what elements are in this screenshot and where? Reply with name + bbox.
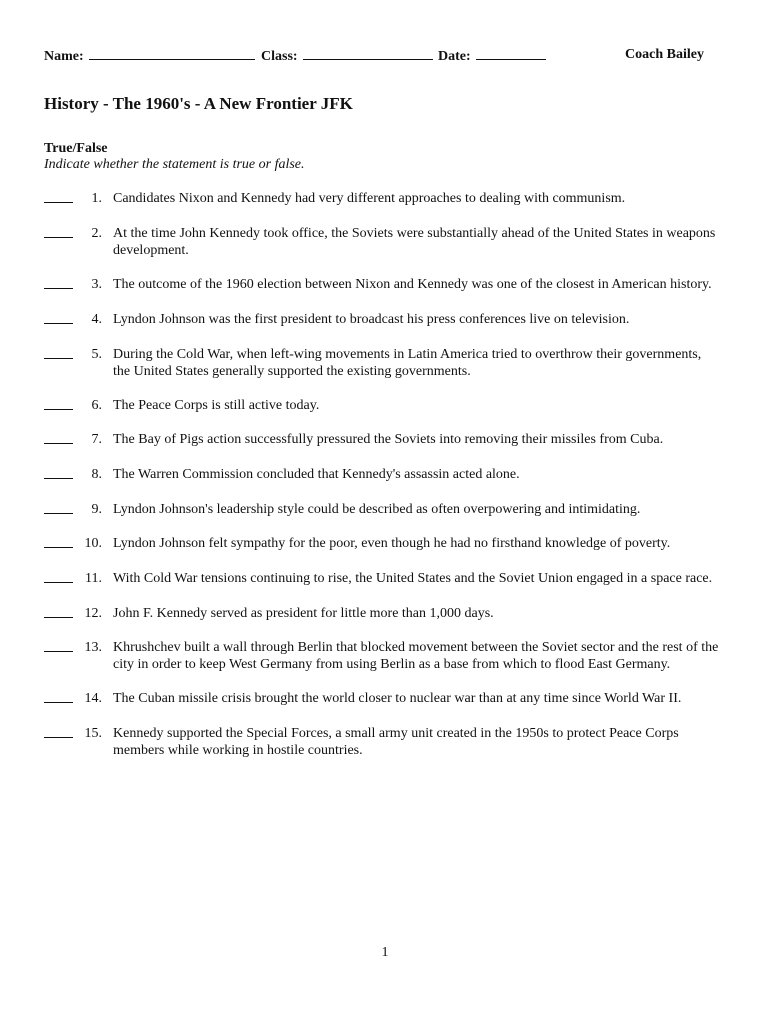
question-number: 12. <box>84 606 102 621</box>
teacher-name: Coach Bailey <box>625 47 704 62</box>
question-text: The Warren Commission concluded that Kennedy's assassin acted alone. <box>113 467 520 482</box>
question-number: 14. <box>84 691 102 706</box>
question-text: John F. Kennedy served as president for little more than 1,000 days. <box>113 606 494 621</box>
question-text: With Cold War tensions continuing to rise, the United States and the Soviet Union engaged in a space race. <box>113 571 713 586</box>
date-field <box>438 47 546 65</box>
name-blank[interactable] <box>89 47 255 60</box>
question-number: 13. <box>84 640 102 655</box>
section-title: True/False <box>44 141 108 156</box>
date-label: Date: <box>438 49 471 64</box>
class-blank[interactable] <box>303 47 433 60</box>
question-text: At the time John Kennedy took office, the Soviets were substantially ahead of the United States in weapons development. <box>113 226 716 258</box>
question-text: Kennedy supported the Special Forces, a small army unit created in the 1950s to protect Peace Corps members while working in hostile countries. <box>113 726 679 758</box>
question-number: 9. <box>91 502 102 517</box>
question-text: The Bay of Pigs action successfully pressured the Soviets into removing their missiles from Cuba. <box>113 432 664 447</box>
page-number: 1 <box>381 945 389 960</box>
question-number: 4. <box>91 312 102 327</box>
question-text: Candidates Nixon and Kennedy had very different approaches to dealing with communism. <box>113 191 626 206</box>
question-text: The Peace Corps is still active today. <box>113 398 320 413</box>
question-number: 6. <box>91 398 102 413</box>
name-field <box>44 47 255 65</box>
question-text: The outcome of the 1960 election between Nixon and Kennedy was one of the closest in American history. <box>113 277 712 292</box>
date-blank[interactable] <box>476 47 546 60</box>
class-label: Class: <box>261 49 298 64</box>
question-number: 15. <box>84 726 102 741</box>
question-text: Lyndon Johnson was the first president to broadcast his press conferences live on television. <box>113 312 630 327</box>
question-text: Lyndon Johnson's leadership style could be described as often overpowering and intimidating. <box>113 502 641 517</box>
question-text: Lyndon Johnson felt sympathy for the poor, even though he had no firsthand knowledge of poverty. <box>113 536 671 551</box>
question-number: 5. <box>91 347 102 362</box>
worksheet-title: History - The 1960's - A New Frontier JFK <box>44 94 353 113</box>
class-field <box>261 47 433 65</box>
question-text: Khrushchev built a wall through Berlin that blocked movement between the Soviet sector and the rest of the city in order to keep West Germany from using Berlin as a base from which to flood East Germany. <box>113 640 719 672</box>
question-number: 2. <box>91 226 102 241</box>
question-number: 11. <box>85 571 102 586</box>
question-text: During the Cold War, when left-wing movements in Latin America tried to overthrow their governments, the United States generally supported the existing governments. <box>113 347 702 379</box>
question-number: 3. <box>91 277 102 292</box>
name-label: Name: <box>44 49 84 64</box>
question-number: 10. <box>84 536 102 551</box>
header-row <box>44 47 704 65</box>
question-number: 7. <box>91 432 102 447</box>
section-instructions: Indicate whether the statement is true or false. <box>44 157 305 172</box>
question-number: 1. <box>91 191 102 206</box>
question-number: 8. <box>91 467 102 482</box>
question-text: The Cuban missile crisis brought the world closer to nuclear war than at any time since World War II. <box>113 691 682 706</box>
